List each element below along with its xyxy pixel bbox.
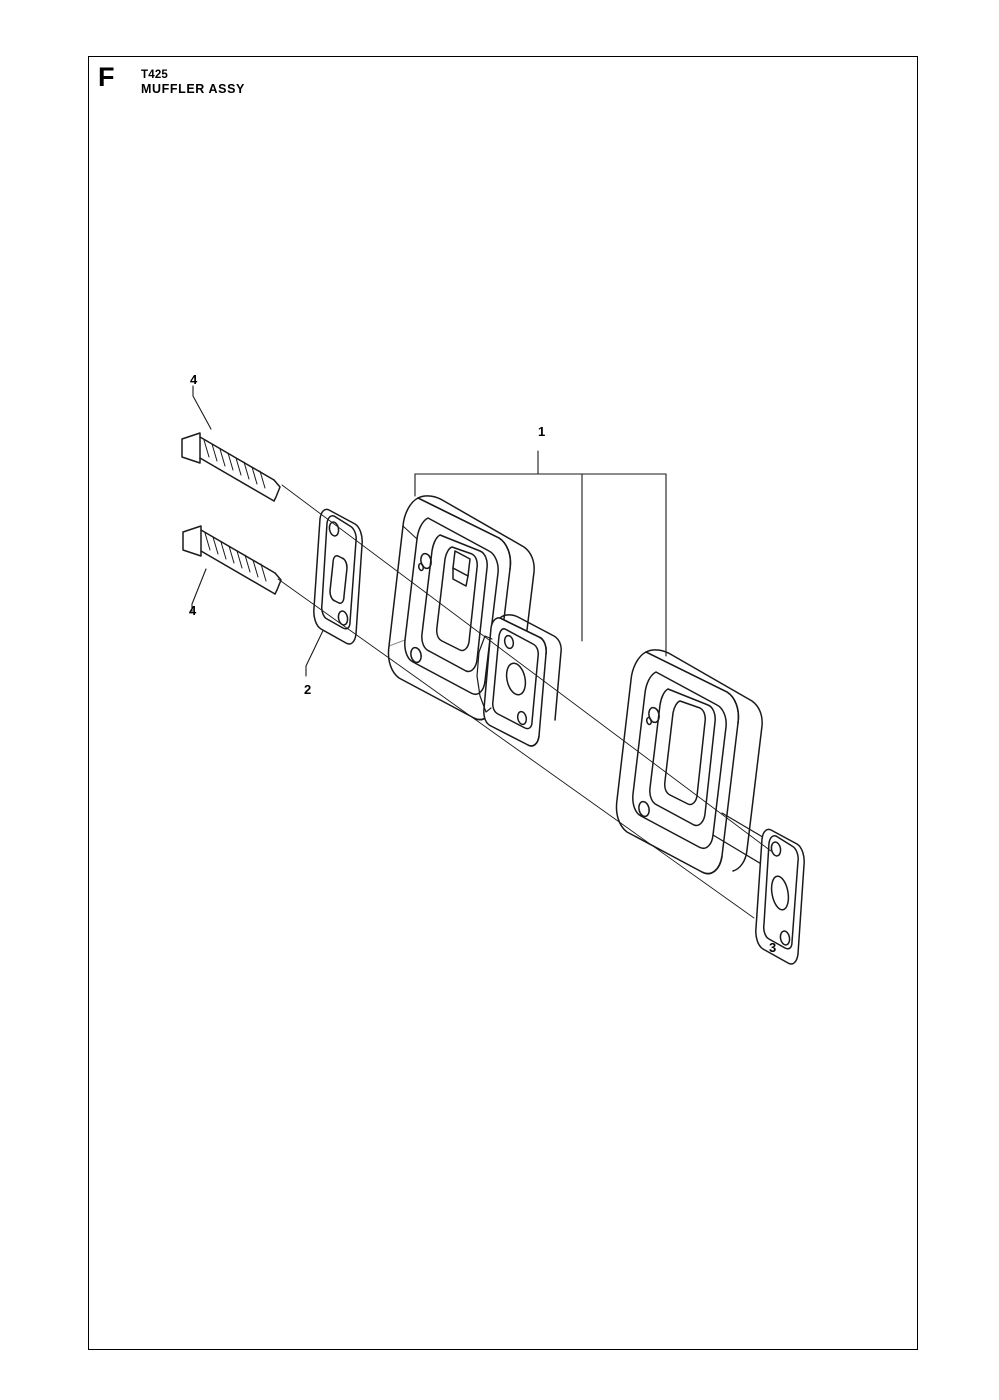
callout-1: 1 <box>538 424 546 439</box>
callout-4-upper: 4 <box>190 372 198 387</box>
screw-upper <box>182 433 280 501</box>
screw-lower <box>183 526 281 594</box>
section-letter: F <box>98 62 115 92</box>
gasket-front <box>314 509 362 644</box>
exploded-diagram <box>88 56 918 1350</box>
model-label: T425 <box>141 69 169 81</box>
gasket-rear <box>756 829 804 964</box>
callout-4-lower: 4 <box>189 603 197 618</box>
page-title: MUFFLER ASSY <box>141 82 245 96</box>
callout-3: 3 <box>769 940 777 955</box>
muffler-rear-shell <box>616 650 778 874</box>
callout-2: 2 <box>304 682 312 697</box>
